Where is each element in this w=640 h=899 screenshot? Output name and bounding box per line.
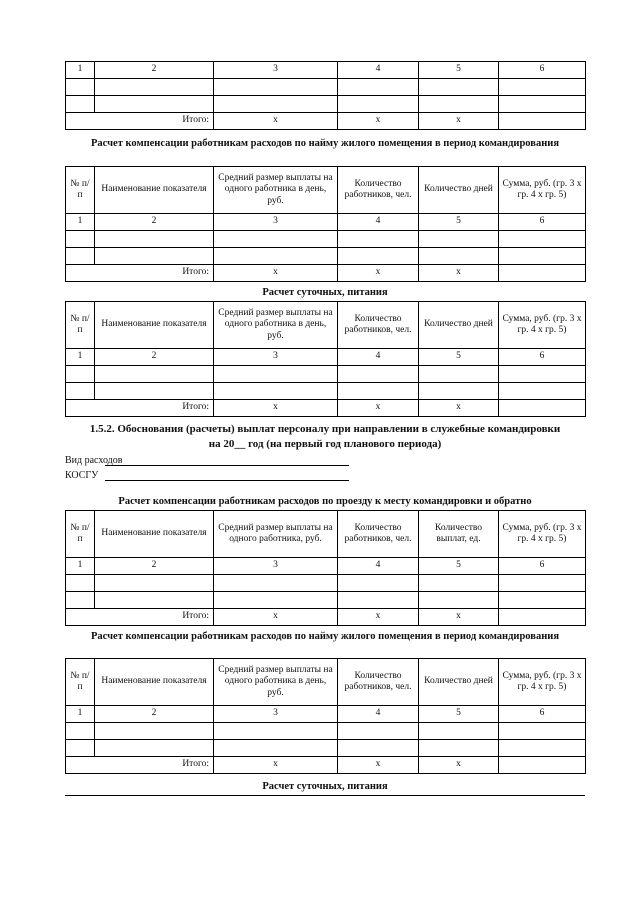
col-num-5: 5 [419,349,499,366]
table-header-row [66,511,586,558]
cell-count-input[interactable] [419,740,499,757]
col-num-1: 1 [66,214,95,231]
total-sum-input[interactable] [499,400,586,417]
cell-workers-input[interactable] [338,740,419,757]
col-num-6: 6 [499,558,586,575]
header-name: Наименование показателя [95,511,214,558]
x-mark: x [214,400,338,417]
col-num-1: 1 [66,706,95,723]
cell-name-input[interactable] [95,592,214,609]
table-header-row [66,659,586,706]
cell-num-input[interactable] [66,723,95,740]
header-workers: Количество работников, чел. [338,511,419,558]
x-mark: x [338,265,419,282]
travel-title-2: Расчет компенсации работникам расходов по проезду к месту командировки и обратно [118,496,532,507]
cell-workers-input[interactable] [338,96,419,113]
column-number-row [66,214,586,231]
header-avg: Средний размер выплаты на одного работника в день, руб. [214,659,338,706]
table-row [66,383,586,400]
header-workers: Количество работников, чел. [338,659,419,706]
cell-num-input[interactable] [66,96,95,113]
header-num: № п/п [66,511,95,558]
cell-sum-input[interactable] [499,383,586,400]
cell-avg-input[interactable] [214,366,338,383]
total-sum-input[interactable] [499,265,586,282]
table-header-row [66,167,586,214]
cell-sum-input[interactable] [499,231,586,248]
header-avg: Средний размер выплаты на одного работника в день, руб. [214,167,338,214]
col-num-6: 6 [499,706,586,723]
cell-count-input[interactable] [419,592,499,609]
cell-name-input[interactable] [95,366,214,383]
cell-count-input[interactable] [419,231,499,248]
cell-avg-input[interactable] [214,383,338,400]
cell-workers-input[interactable] [338,248,419,265]
header-sum: Сумма, руб. (гр. 3 х гр. 4 х гр. 5) [499,167,586,214]
total-label: Итого: [66,609,214,626]
x-mark: x [338,400,419,417]
section-heading-line2: на 20__ год (на первый год планового периода) [208,438,442,450]
cell-count-input[interactable] [419,96,499,113]
header-name: Наименование показателя [95,659,214,706]
cell-workers-input[interactable] [338,79,419,96]
header-days: Количество дней [419,167,499,214]
header-sum: Сумма, руб. (гр. 3 х гр. 4 х гр. 5) [499,659,586,706]
expense-type-label: Вид расходов [65,455,123,466]
total-sum-input[interactable] [499,757,586,774]
cell-count-input[interactable] [419,248,499,265]
cell-sum-input[interactable] [499,592,586,609]
col-num-2: 2 [95,214,214,231]
col-num-4: 4 [338,349,419,366]
cell-sum-input[interactable] [499,723,586,740]
header-avg: Средний размер выплаты на одного работника, руб. [214,511,338,558]
cell-name-input[interactable] [95,740,214,757]
total-row [66,757,586,774]
cell-num-input[interactable] [66,740,95,757]
x-mark: x [419,113,499,130]
cell-avg-input[interactable] [214,79,338,96]
total-row [66,609,586,626]
col-num-5: 5 [419,214,499,231]
header-num: № п/п [66,659,95,706]
col-num-3: 3 [214,558,338,575]
table-row [66,592,586,609]
cell-name-input[interactable] [95,723,214,740]
cell-avg-input[interactable] [214,740,338,757]
col-num-5: 5 [419,62,499,79]
col-num-5: 5 [419,558,499,575]
travel-table-2 [65,510,585,626]
cell-name-input[interactable] [95,383,214,400]
cell-name-input[interactable] [95,231,214,248]
col-num-4: 4 [338,558,419,575]
col-num-2: 2 [95,706,214,723]
cell-sum-input[interactable] [499,79,586,96]
total-label: Итого: [66,757,214,774]
cell-avg-input[interactable] [214,592,338,609]
cell-workers-input[interactable] [338,231,419,248]
cell-num-input[interactable] [66,575,95,592]
housing-table-1 [65,166,585,282]
x-mark: x [338,113,419,130]
cell-num-input[interactable] [66,592,95,609]
cell-name-input[interactable] [95,248,214,265]
table-row [66,248,586,265]
total-sum-input[interactable] [499,113,586,130]
kosgu-input[interactable] [105,480,349,481]
cell-sum-input[interactable] [499,96,586,113]
total-label: Итого: [66,113,214,130]
total-label: Итого: [66,265,214,282]
header-workers: Количество работников, чел. [338,167,419,214]
table-row [66,740,586,757]
x-mark: x [419,400,499,417]
x-mark: x [214,265,338,282]
header-avg: Средний размер выплаты на одного работника в день, руб. [214,302,338,349]
kosgu-field [65,469,365,482]
daily-title-1: Расчет суточных, питания [262,287,388,298]
column-number-row [66,558,586,575]
cell-name-input[interactable] [95,79,214,96]
table-header-row [66,302,586,349]
kosgu-label: КОСГУ [65,470,99,481]
header-sum: Сумма, руб. (гр. 3 х гр. 4 х гр. 5) [499,302,586,349]
cell-sum-input[interactable] [499,575,586,592]
col-num-6: 6 [499,214,586,231]
header-name: Наименование показателя [95,167,214,214]
housing-title-1: Расчет компенсации работникам расходов по найму жилого помещения в период командирования [91,138,559,149]
cell-num-input[interactable] [66,79,95,96]
x-mark: x [419,265,499,282]
daily-table-1 [65,301,585,417]
col-num-2: 2 [95,558,214,575]
cell-workers-input[interactable] [338,723,419,740]
header-days: Количество дней [419,302,499,349]
expense-type-input[interactable] [105,465,349,466]
housing-table-2 [65,658,585,774]
cell-workers-input[interactable] [338,383,419,400]
header-sum: Сумма, руб. (гр. 3 х гр. 4 х гр. 5) [499,511,586,558]
header-payments: Количество выплат, ед. [419,511,499,558]
cell-sum-input[interactable] [499,740,586,757]
header-name: Наименование показателя [95,302,214,349]
cell-avg-input[interactable] [214,575,338,592]
header-days: Количество дней [419,659,499,706]
col-num-3: 3 [214,214,338,231]
table-row [66,79,586,96]
cell-workers-input[interactable] [338,575,419,592]
cell-avg-input[interactable] [214,248,338,265]
x-mark: x [214,757,338,774]
x-mark: x [419,757,499,774]
cell-workers-input[interactable] [338,592,419,609]
header-workers: Количество работников, чел. [338,302,419,349]
cell-count-input[interactable] [419,366,499,383]
section-heading [65,422,585,452]
col-num-3: 3 [214,706,338,723]
daily-title-2: Расчет суточных, питания [262,781,388,792]
col-num-1: 1 [66,558,95,575]
cell-avg-input[interactable] [214,96,338,113]
x-mark: x [338,757,419,774]
table-row [66,366,586,383]
cell-avg-input[interactable] [214,723,338,740]
column-number-row [66,62,586,79]
cell-name-input[interactable] [95,96,214,113]
table-continuation [65,61,585,130]
cell-name-input[interactable] [95,575,214,592]
cell-count-input[interactable] [419,79,499,96]
col-num-4: 4 [338,706,419,723]
col-num-2: 2 [95,349,214,366]
col-num-3: 3 [214,62,338,79]
col-num-5: 5 [419,706,499,723]
col-num-6: 6 [499,349,586,366]
cell-num-input[interactable] [66,248,95,265]
cell-num-input[interactable] [66,383,95,400]
header-num: № п/п [66,167,95,214]
x-mark: x [338,609,419,626]
cell-count-input[interactable] [419,383,499,400]
header-num: № п/п [66,302,95,349]
total-row [66,265,586,282]
column-number-row [66,706,586,723]
cell-workers-input[interactable] [338,366,419,383]
total-sum-input[interactable] [499,609,586,626]
cell-num-input[interactable] [66,231,95,248]
cell-count-input[interactable] [419,723,499,740]
total-row [66,113,586,130]
total-row [66,400,586,417]
cell-count-input[interactable] [419,575,499,592]
table-row [66,723,586,740]
x-mark: x [419,609,499,626]
cell-sum-input[interactable] [499,366,586,383]
col-num-1: 1 [66,349,95,366]
x-mark: x [214,609,338,626]
col-num-4: 4 [338,214,419,231]
table-row [66,96,586,113]
col-num-3: 3 [214,349,338,366]
x-mark: x [214,113,338,130]
col-num-6: 6 [499,62,586,79]
cell-num-input[interactable] [66,366,95,383]
column-number-row [66,349,586,366]
cell-sum-input[interactable] [499,248,586,265]
total-label: Итого: [66,400,214,417]
expense-type-field [65,454,365,467]
section-heading-line1: 1.5.2. Обоснования (расчеты) выплат персоналу при направлении в служебные командировки [89,423,561,435]
housing-title-2: Расчет компенсации работникам расходов по найму жилого помещения в период командирования [91,631,559,642]
table-row [66,231,586,248]
table-row [66,575,586,592]
cell-avg-input[interactable] [214,231,338,248]
col-num-2: 2 [95,62,214,79]
col-num-1: 1 [66,62,95,79]
page-bottom-rule [65,795,585,796]
col-num-4: 4 [338,62,419,79]
